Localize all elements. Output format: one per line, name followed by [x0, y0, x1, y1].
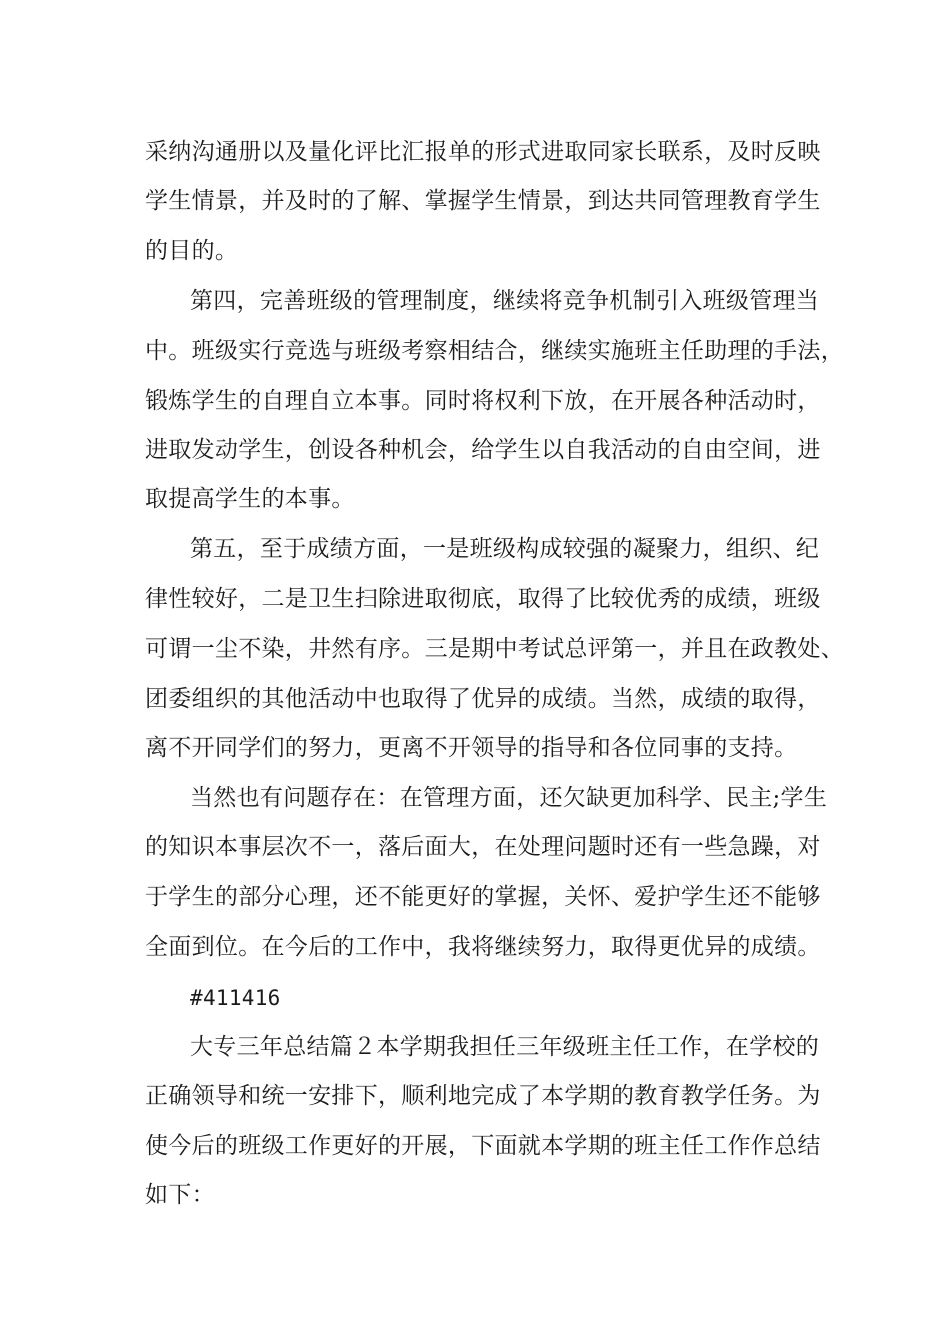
document-id: #411416	[190, 986, 281, 1010]
text-line: 离不开同学们的努力，更离不开领导的指导和各位同事的支持。	[145, 735, 798, 761]
text-line: 学生情景，并及时的了解、掌握学生情景，到达共同管理教育学生	[145, 188, 821, 214]
text-line: 正确领导和统一安排下，顺利地完成了本学期的教育教学任务。为	[145, 1083, 821, 1109]
text-line: 可谓一尘不染，井然有序。三是期中考试总评第一，并且在政教处、	[145, 636, 844, 662]
text-line: 锻炼学生的自理自立本事。同时将权利下放，在开展各种活动时，	[145, 388, 821, 414]
text-line: 的知识本事层次不一，落后面大，在处理问题时还有一些急躁，对	[145, 834, 821, 860]
text-line: 中。班级实行竞选与班级考察相结合，继续实施班主任助理的手法，	[145, 338, 844, 364]
text-line: 采纳沟通册以及量化评比汇报单的形式进取同家长联系，及时反映	[145, 139, 821, 165]
text-line: 当然也有问题存在：在管理方面，还欠缺更加科学、民主;学生	[190, 785, 828, 811]
text-line: 进取发动学生，创设各种机会，给学生以自我活动的自由空间，进	[145, 437, 821, 463]
text-line: 的目的。	[145, 238, 239, 264]
text-line: 如下：	[145, 1182, 215, 1208]
text-line: 第五，至于成绩方面，一是班级构成较强的凝聚力，组织、纪	[190, 536, 820, 562]
text-line: 律性较好，二是卫生扫除进取彻底，取得了比较优秀的成绩，班级	[145, 586, 821, 612]
text-line: 团委组织的其他活动中也取得了优异的成绩。当然，成绩的取得，	[145, 686, 821, 712]
text-line: 第四，完善班级的管理制度，继续将竞争机制引入班级管理当	[190, 288, 820, 314]
text-line: 于学生的部分心理，还不能更好的掌握，关怀、爱护学生还不能够	[145, 884, 821, 910]
text-line: 大专三年总结篇２本学期我担任三年级班主任工作，在学校的	[190, 1034, 820, 1060]
text-line: 使今后的班级工作更好的开展，下面就本学期的班主任工作作总结	[145, 1133, 821, 1159]
text-line: 取提高学生的本事。	[145, 486, 355, 512]
text-line: 全面到位。在今后的工作中，我将继续努力，取得更优异的成绩。	[145, 934, 821, 960]
